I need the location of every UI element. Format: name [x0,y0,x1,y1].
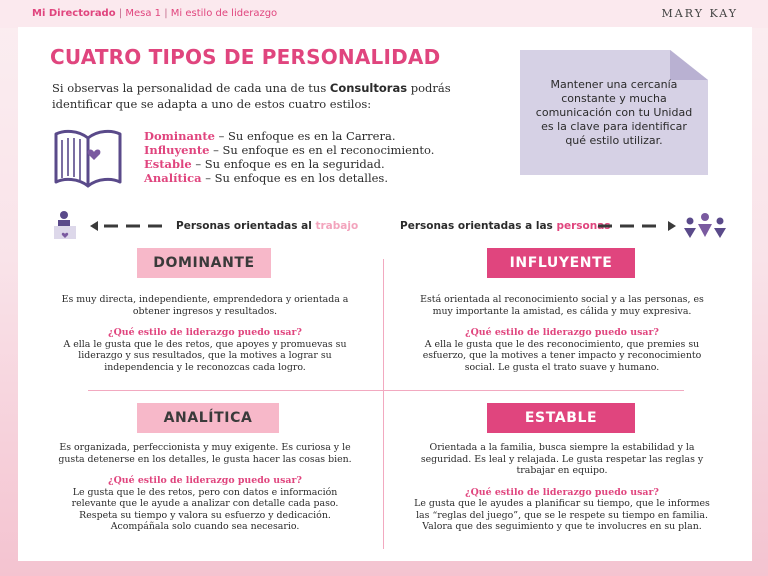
callout-text: Mantener una cercanía constante y mucha comunicación con tu Unidad es la clave para identificar qué estilo utilizar. [535,78,693,147]
estable-question: ¿Qué estilo de liderazgo puedo usar? [465,486,659,498]
breadcrumb-item-mesa[interactable]: Mesa 1 [125,8,162,19]
arrow-left-dashed-icon [90,220,168,232]
orientation-work [52,210,359,242]
type-row-estable: Estable – Su enfoque es en la seguridad. [144,157,385,171]
intro-text: Si observas la personalidad de cada una de tus Consultoras podrás identificar que se adapta a uno de estos cuatro estilos: [52,81,451,111]
dominante-question: ¿Qué estilo de liderazgo puedo usar? [108,327,302,338]
quadrant-dominante [55,294,355,373]
quadrant-influyente [412,294,712,373]
group-of-people-icon [682,212,728,240]
estable-answer: Le gusta que le ayudes a planificar su tiempo, que le informes las “reglas del juego”, que se le respete su tiempo en familia. Valora que des seguimiento y que te involucres en su plan. [414,498,710,532]
badge-estable: ESTABLE [487,403,635,433]
badge-analitica: ANALÍTICA [137,403,279,433]
estable-description: Orientada a la familia, busca siempre la estabilidad y la seguridad. Es leal y relajada. Le gusta respetar las reglas y trabajar en equipo. [420,442,704,476]
breadcrumb-separator: | [164,8,168,19]
badge-dominante: DOMINANTE [137,248,271,278]
orientation-people [400,210,740,242]
influyente-answer: A ella le gusta que le des reconocimiento, que premies su esfuerzo, que la motives a tener impacto y reconocimiento social. Le gusta el trato suave y humano. [422,338,702,373]
breadcrumb-item-directorado[interactable]: Mi Directorado [32,8,116,19]
brand-logo: MARY KAY [661,7,738,20]
dominante-answer: A ella le gusta que le des retos, que apoyes y promuevas su liderazgo y sus resultados, que la motives a lograr su independencia y le reconozcas cada logro. [63,338,347,373]
personality-types-list [144,129,484,185]
type-row-influyente: Influyente – Su enfoque es en el reconocimiento. [144,143,435,157]
quadrant-analitica [55,442,355,533]
breadcrumb-separator: | [118,8,123,19]
page-title: CUATRO TIPOS DE PERSONALIDAD [50,45,441,69]
orientation-work-label: Personas orientadas al trabajo [176,220,359,232]
open-book-icon [52,128,124,188]
quadrant-horizontal-divider [88,390,684,391]
analitica-question: ¿Qué estilo de liderazgo puedo usar? [108,475,302,486]
orientation-people-label: Personas orientadas a las personas [400,220,611,232]
dominante-leadership [55,327,355,373]
estable-leadership [412,487,712,533]
analitica-answer: Le gusta que le des retos, pero con datos e información relevante que le ayude a analizar con detalle cada paso. Respeta su tiempo y valora su esfuerzo y dedicación. Acompáñala solo cuando sea necesario. [71,486,339,532]
quadrant-vertical-divider [383,259,384,549]
influyente-leadership [412,327,712,373]
intro-bold-word: Consultoras [329,81,408,95]
influyente-question: ¿Qué estilo de liderazgo puedo usar? [465,327,659,338]
influyente-description: Está orientada al reconocimiento social y a las personas, es muy importante la amistad, es cálida y muy expresiva. [420,294,704,317]
person-at-desk-icon [52,210,80,240]
analitica-description: Es organizada, perfeccionista y muy exigente. Es curiosa y le gusta detenerse en los detalles, le gusta hacer las cosas bien. [58,442,352,465]
dominante-description: Es muy directa, independiente, emprendedora y orientada a obtener ingresos y resultados. [61,294,349,317]
arrow-right-dashed-icon [598,220,676,232]
quadrant-estable [412,442,712,533]
breadcrumb [32,8,277,19]
analitica-leadership [55,475,355,533]
breadcrumb-item-liderazgo[interactable]: Mi estilo de liderazgo [170,8,278,19]
type-row-dominante: Dominante – Su enfoque es en la Carrera. [144,129,396,143]
type-row-analitica: Analítica – Su enfoque es en los detalles. [144,171,388,185]
badge-influyente: INFLUYENTE [487,248,635,278]
